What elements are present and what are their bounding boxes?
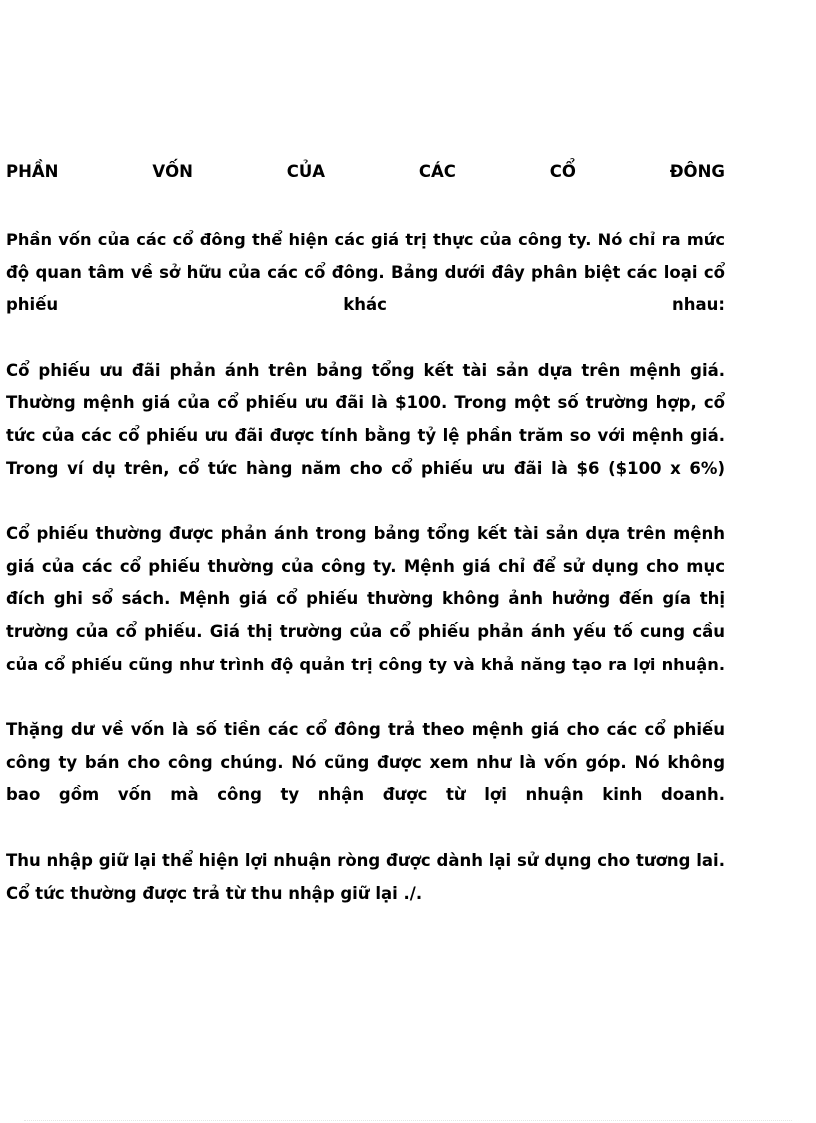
text-line: Cổ phiếu thường được phản ánh trong bảng tổng kết tài sản dựa trên mệnh [6,524,725,544]
text-line: đích ghi sổ sách. Mệnh giá cổ phiếu thường không ảnh hưởng đến gía thị [6,589,725,609]
paragraph-retained-earnings [6,845,725,910]
text-line: bao gồm vốn mà công ty nhận được từ lợi nhuận kinh doanh. [6,785,725,805]
text-line: Thường mệnh giá của cổ phiếu ưu đãi là $100. Trong một số trường hợp, cổ [6,393,725,413]
title-word: ĐÔNG [669,162,725,181]
text-line: Trong ví dụ trên, cổ tức hàng năm cho cổ phiếu ưu đãi là $6 ($100 x 6%) [6,458,725,478]
text-line: độ quan tâm về sở hữu của các cổ đông. Bảng dưới đây phân biệt các loại cổ [6,262,725,282]
text-line: Phần vốn của các cổ đông thể hiện các giá trị thực của công ty. Nó chỉ ra mức [6,230,725,249]
title-word: PHẦN [6,162,59,181]
title-word: VỐN [152,162,193,181]
text-line: của cổ phiếu cũng như trình độ quản trị công ty và khả năng tạo ra lợi nhuận. [6,654,725,674]
document-title [6,158,725,186]
page-bottom-divider [24,1120,792,1121]
paragraph-common-stock [6,518,725,681]
text-line: Thu nhập giữ lại thể hiện lợi nhuận ròng được dành lại sử dụng cho tương lai. [6,850,725,870]
title-word: CÁC [418,162,456,181]
text-line: công ty bán cho công chúng. Nó cũng được xem như là vốn góp. Nó không [6,752,725,772]
text-line: trường của cổ phiếu. Giá thị trường của cổ phiếu phản ánh yếu tố cung cầu [6,621,725,641]
text-line: Cổ tức thường được trả từ thu nhập giữ lại ./. [6,883,423,903]
text-line: Thặng dư về vốn là số tiền các cổ đông trả theo mệnh giá cho các cổ phiếu [6,720,725,740]
text-line: phiếu khác nhau: [6,295,725,315]
paragraph-preferred-stock [6,355,725,485]
paragraph-capital-surplus [6,714,725,812]
paragraph-shareholder-equity [6,224,725,322]
text-line: Cổ phiếu ưu đãi phản ánh trên bảng tổng kết tài sản dựa trên mệnh giá. [6,360,725,380]
title-word: CỦA [286,162,326,181]
text-line: giá của các cổ phiếu thường của công ty. Mệnh giá chỉ để sử dụng cho mục [6,556,725,576]
document-body [6,158,725,943]
text-line: tức của các cổ phiếu ưu đãi được tính bằng tỷ lệ phần trăm so với mệnh giá. [6,425,725,445]
title-word: CỔ [549,162,576,181]
